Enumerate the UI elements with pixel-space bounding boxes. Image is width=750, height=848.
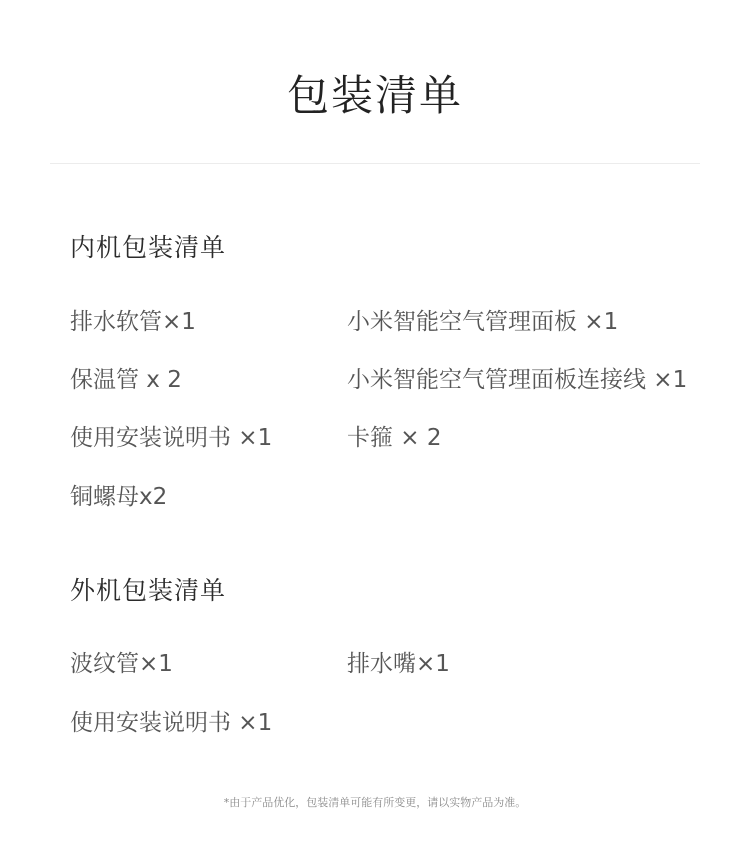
indoor-item-clamp: 卡箍 × 2 [347, 425, 442, 451]
outdoor-item-drain-nozzle: 排水嘴×1 [347, 651, 450, 677]
outdoor-item-manual: 使用安装说明书 ×1 [70, 710, 273, 736]
indoor-item-control-panel: 小米智能空气管理面板 ×1 [347, 309, 619, 335]
indoor-item-copper-nut: 铜螺母x2 [70, 484, 168, 510]
indoor-item-manual: 使用安装说明书 ×1 [70, 425, 273, 451]
title-divider [50, 163, 700, 164]
indoor-item-insulation-pipe: 保温管 x 2 [70, 367, 182, 393]
outdoor-section-heading: 外机包装清单 [70, 576, 227, 605]
indoor-item-panel-cable: 小米智能空气管理面板连接线 ×1 [347, 367, 688, 393]
outdoor-item-corrugated-pipe: 波纹管×1 [70, 651, 173, 677]
page-title: 包装清单 [286, 71, 463, 120]
footnote: *由于产品优化，包装清单可能有所变更，请以实物产品为准。 [223, 796, 527, 809]
indoor-item-drain-hose: 排水软管×1 [70, 309, 196, 335]
indoor-section-heading: 内机包装清单 [70, 233, 227, 262]
